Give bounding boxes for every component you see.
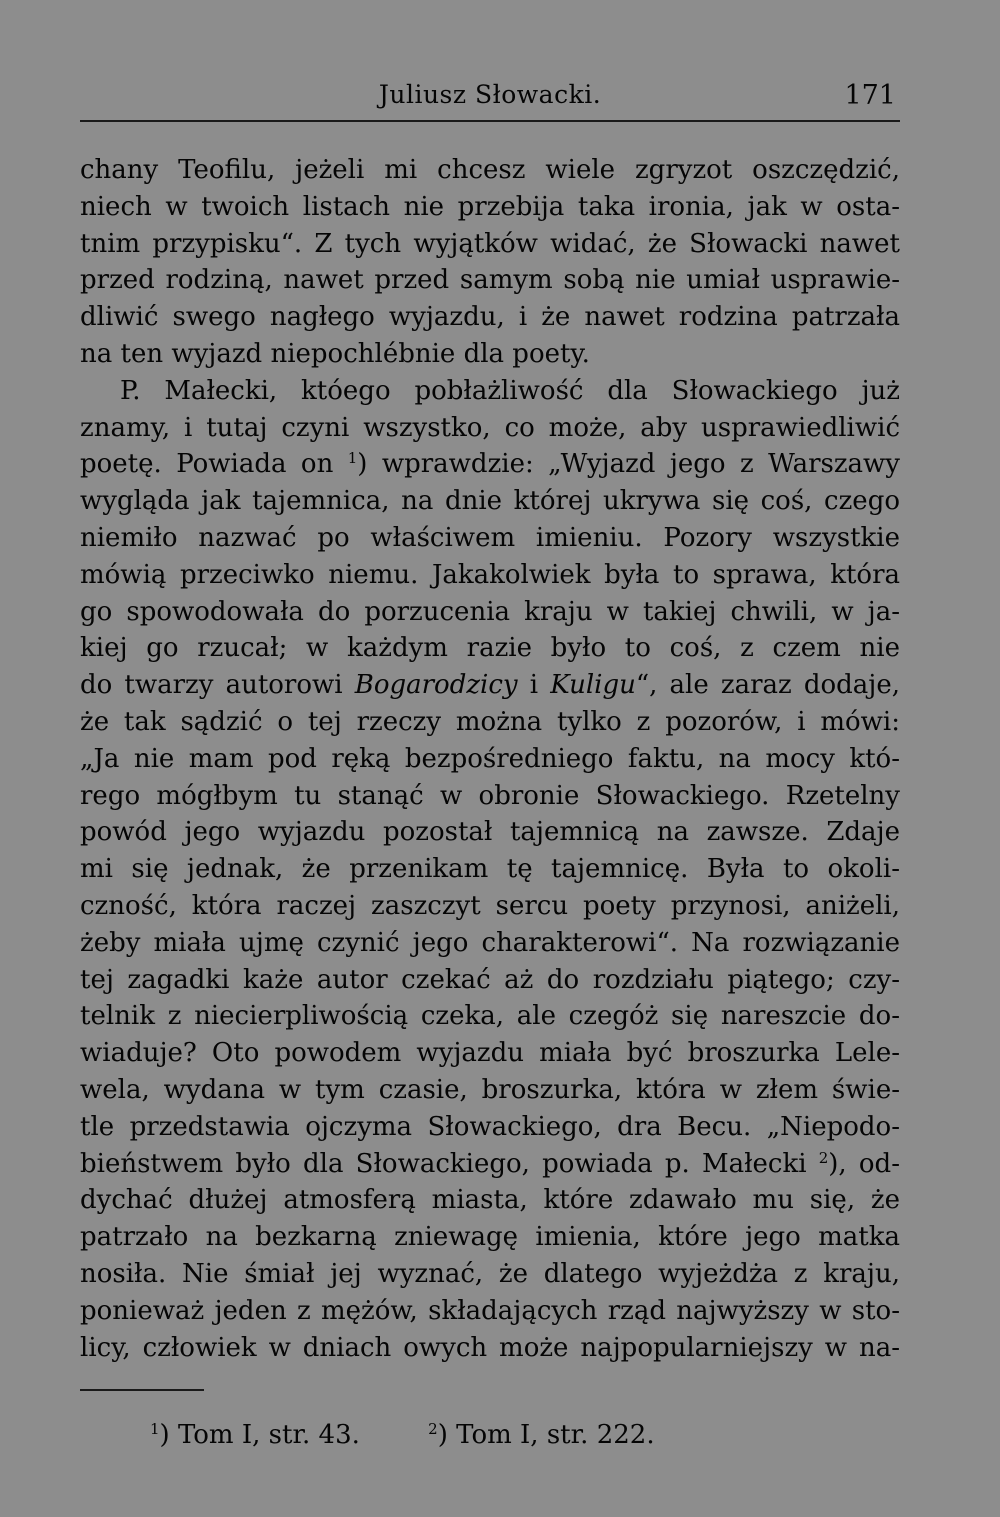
running-head: Juliusz Słowacki. bbox=[378, 80, 602, 109]
text-line: go spowodowała do porzucenia kraju w takiej chwili, w ja- bbox=[80, 596, 900, 627]
text-line: niemiło nazwać po właściwem imieniu. Pozory wszystkie bbox=[80, 522, 900, 553]
footnote-ref: 1 bbox=[347, 449, 358, 468]
text-line bbox=[80, 667, 900, 704]
page-header bbox=[80, 72, 900, 116]
text-span: i bbox=[517, 670, 551, 701]
text-line bbox=[80, 446, 900, 483]
page-number: 171 bbox=[844, 80, 896, 111]
text-span: do twarzy autorowi bbox=[80, 670, 355, 701]
text-line: powód jego wyjazdu pozostał tajemnicą na zawsze. Zdaje bbox=[80, 817, 900, 848]
text-line: patrzało na bezkarną zniewagę imienia, które jego matka bbox=[80, 1222, 900, 1253]
text-line: mówią przeciwko niemu. Jakakolwiek była to sprawa, która bbox=[80, 559, 900, 590]
body-text bbox=[80, 152, 900, 1366]
text-line: kiej go rzucał; w każdym razie było to coś, z czem nie bbox=[80, 633, 900, 664]
text-line: mi się jednak, że przenikam tę tajemnicę. Była to okoli- bbox=[80, 854, 900, 885]
text-line: rego mógłbym tu stanąć w obronie Słowackiego. Rzetelny bbox=[80, 780, 900, 811]
text-line: chany Teofilu, jeżeli mi chcesz wiele zgryzot oszczędzić, bbox=[80, 155, 900, 185]
footnote-text: ) Tom I, str. 43. bbox=[159, 1420, 360, 1450]
text-line: licy, człowiek w dniach owych może najpopularniejszy w na- bbox=[80, 1332, 900, 1363]
text-line: na ten wyjazd niepochlébnie dla poety. bbox=[80, 338, 590, 369]
text-line: „Ja nie mam pod ręką bezpośredniego faktu, na mocy któ- bbox=[80, 743, 900, 774]
text-line: dychać dłużej atmosferą miasta, które zdawało mu się, że bbox=[80, 1185, 900, 1216]
text-span: ) wprawdzie: „Wyjazd jego z Warszawy bbox=[357, 449, 900, 480]
text-line: tej zagadki każe autor czekać aż do rozdziału piątego; czy- bbox=[80, 964, 900, 995]
footnote bbox=[150, 1420, 390, 1450]
text-line: wygląda jak tajemnica, na dnie której ukrywa się coś, czego bbox=[80, 486, 900, 517]
text-line: znamy, i tutaj czyni wszystko, co może, aby usprawiedliwić bbox=[80, 412, 900, 443]
text-line: dliwić swego nagłego wyjazdu, i że nawet rodzina patrzała bbox=[80, 302, 900, 333]
header-rule bbox=[80, 120, 900, 122]
text-line: wela, wydana w tym czasie, broszurka, która w złem świe- bbox=[80, 1074, 900, 1105]
text-line: tnim przypisku“. Z tych wyjątków widać, że Słowacki nawet bbox=[80, 228, 900, 259]
text-line: czność, która raczej zaszczyt sercu poety przynosi, aniżeli, bbox=[80, 890, 900, 921]
footnote-ref: 2 bbox=[818, 1148, 829, 1167]
text-line: ponieważ jeden z mężów, składających rząd najwyższy w sto- bbox=[80, 1295, 900, 1326]
text-line: przed rodziną, nawet przed samym sobą nie umiał usprawie- bbox=[80, 265, 900, 296]
text-line: wiaduje? Oto powodem wyjazdu miała być broszurka Lele- bbox=[80, 1038, 900, 1069]
text-line: niech w twoich listach nie przebija taka ironia, jak w osta- bbox=[80, 191, 900, 222]
footnote-marker: 2 bbox=[428, 1420, 438, 1438]
text-line bbox=[80, 1146, 900, 1183]
footnote-marker: 1 bbox=[150, 1420, 160, 1438]
italic-title: Bogarodzicy bbox=[354, 670, 518, 701]
text-span: bieństwem było dla Słowackiego, powiada p. Małecki bbox=[80, 1148, 819, 1179]
text-line: P. Małecki, któego pobłażliwość dla Słowackiego już bbox=[120, 375, 900, 406]
text-span: poetę. Powiada on bbox=[80, 449, 348, 480]
footnote bbox=[428, 1420, 684, 1450]
text-line: tle przedstawia ojczyma Słowackiego, dra Becu. „Niepodo- bbox=[80, 1111, 900, 1142]
footnote-rule bbox=[80, 1389, 204, 1391]
text-line: telnik z niecierpliwością czeka, ale czegóż się nareszcie do- bbox=[80, 1001, 900, 1032]
italic-title: Kuligu bbox=[550, 670, 636, 701]
footnote-text: ) Tom I, str. 222. bbox=[437, 1420, 655, 1450]
text-span: “, ale zaraz dodaje, bbox=[635, 670, 900, 701]
text-line: że tak sądzić o tej rzeczy można tylko z pozorów, i mówi: bbox=[80, 706, 900, 737]
footnotes bbox=[150, 1420, 715, 1450]
text-span: ), od- bbox=[828, 1148, 900, 1179]
text-line: nosiła. Nie śmiał jej wyznać, że dlatego wyjeżdża z kraju, bbox=[80, 1258, 900, 1289]
text-line: żeby miała ujmę czynić jego charakterowi“. Na rozwiązanie bbox=[80, 927, 900, 958]
